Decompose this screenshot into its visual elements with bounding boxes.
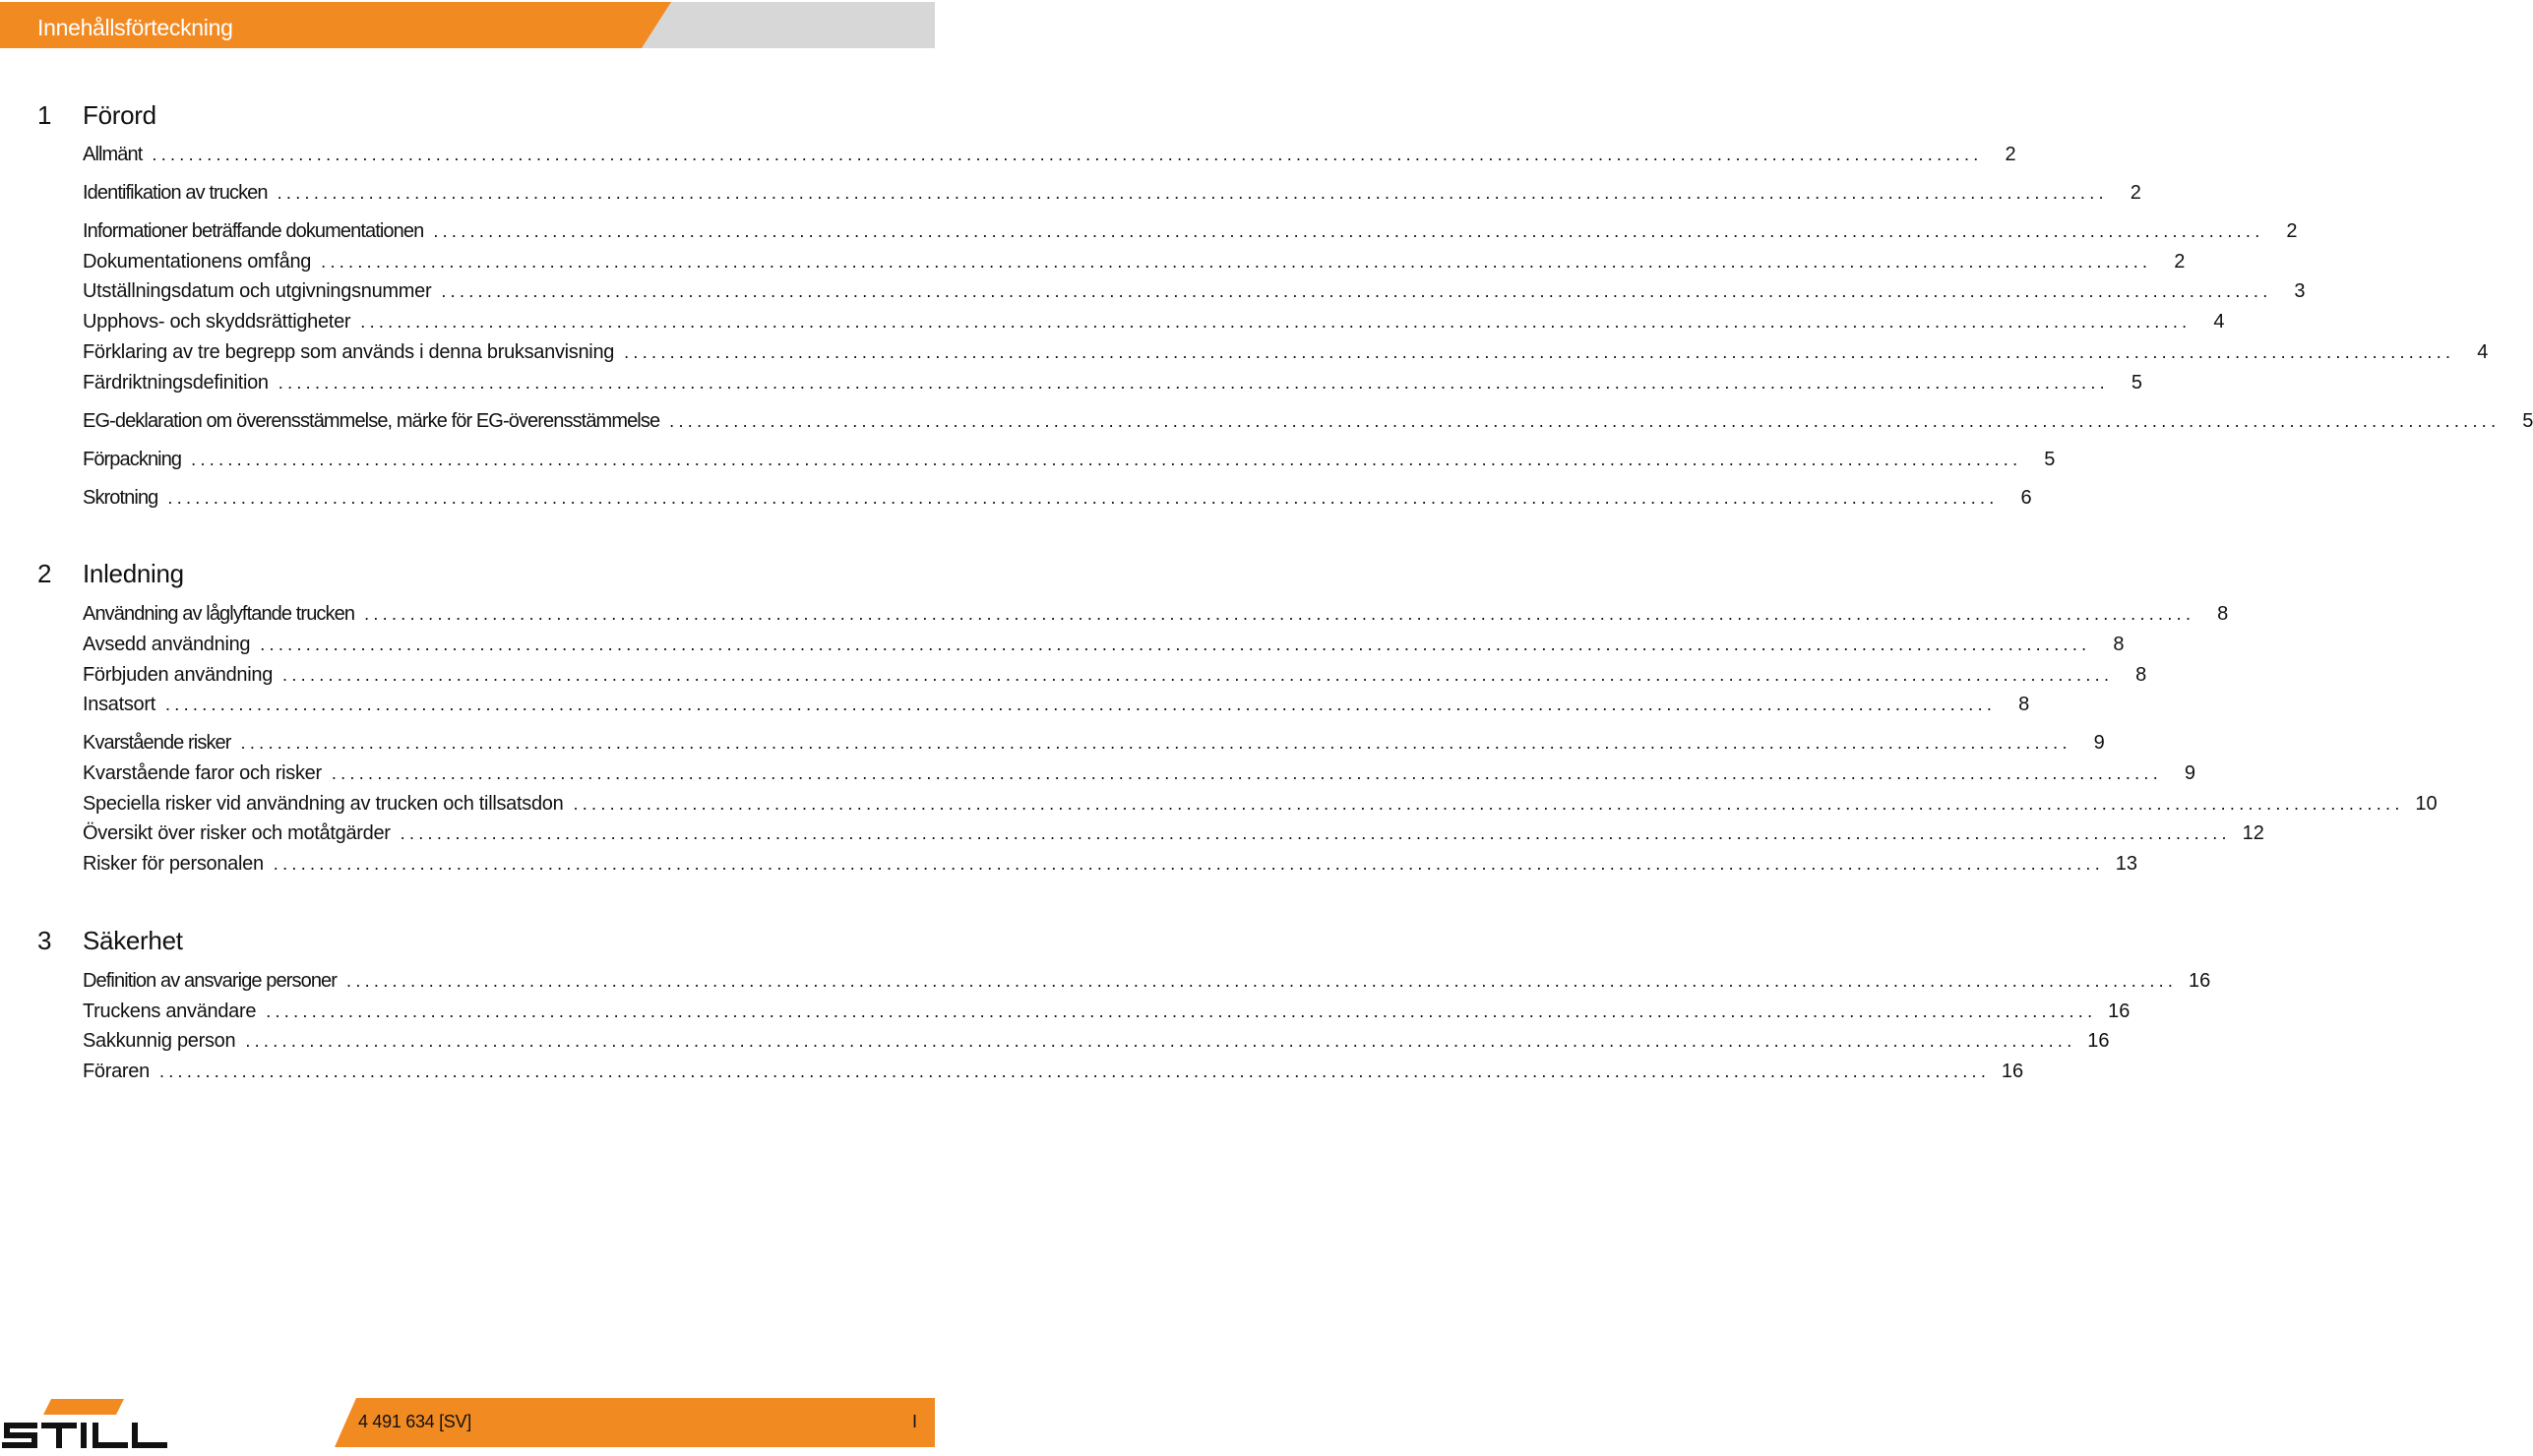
toc-entry-label: Föraren: [83, 1059, 159, 1084]
still-logo: [0, 1395, 177, 1450]
toc-entry-label: Kvarstående faror och risker: [83, 760, 332, 786]
toc-entry-label: Insatsort: [83, 692, 165, 717]
toc-entry-page: 8: [2018, 694, 2030, 715]
toc-entry-page: 16: [2188, 970, 2211, 992]
toc-entry-label: Färdriktningsdefinition: [83, 370, 278, 395]
toc-entry[interactable]: [83, 1059, 2024, 1084]
header-title: Innehållsförteckning: [37, 15, 233, 40]
leader-dots: ........................................................................................................................................................................................................: [245, 1031, 2076, 1051]
toc-entry[interactable]: [83, 142, 2016, 167]
toc-entry-page: 5: [2522, 410, 2533, 432]
toc-entry-label: Förklaring av tre begrepp som används i denna bruksanvisning: [83, 339, 624, 365]
leader-dots: ........................................................................................................................................................................................................: [273, 854, 2104, 874]
toc-entry[interactable]: [83, 999, 2131, 1024]
toc-entry[interactable]: [83, 662, 2147, 688]
toc-entry-label: Översikt över risker och motåtgärder: [83, 820, 401, 846]
toc-entry-label: Dokumentationens omfång: [83, 249, 321, 274]
chapter-number: 1: [37, 100, 52, 130]
toc-entry-page: 16: [2087, 1030, 2110, 1052]
toc-entry[interactable]: [83, 370, 2142, 395]
toc-entry[interactable]: [83, 820, 2264, 846]
leader-dots: ........................................................................................................................................................................................................: [321, 252, 2152, 272]
page-header: [0, 2, 935, 48]
leader-dots: ........................................................................................................................................................................................................: [360, 312, 2192, 332]
toc-entry[interactable]: [83, 601, 2229, 627]
toc-entry[interactable]: [83, 339, 2489, 365]
toc-entry[interactable]: [83, 309, 2225, 334]
toc-entry[interactable]: [83, 278, 2306, 304]
leader-dots: ........................................................................................................................................................................................................: [624, 342, 2455, 362]
toc-entry-label: Upphovs- och skyddsrättigheter: [83, 309, 360, 334]
leader-dots: ........................................................................................................................................................................................................: [346, 971, 2178, 991]
leader-dots: ........................................................................................................................................................................................................: [165, 695, 1997, 714]
toc-entry-page: 9: [2184, 762, 2196, 784]
leader-dots: ........................................................................................................................................................................................................: [669, 411, 2501, 431]
toc-entry-label: Utställningsdatum och utgivningsnummer: [83, 278, 441, 304]
toc-entry-label: Speciella risker vid användning av trucken och tillsatsdon: [83, 791, 573, 817]
leader-dots: ........................................................................................................................................................................................................: [277, 183, 2108, 203]
toc-entry-page: 4: [2213, 311, 2225, 333]
toc-entry-page: 2: [2130, 182, 2141, 204]
leader-dots: ........................................................................................................................................................................................................: [167, 488, 1999, 508]
toc-entry[interactable]: [83, 851, 2137, 877]
toc-entry-page: 4: [2477, 341, 2489, 363]
chapter-title: Säkerhet: [83, 926, 183, 955]
chapter-title: Inledning: [83, 559, 184, 588]
toc-entry-page: 8: [2217, 603, 2229, 625]
toc-entry-page: 12: [2242, 822, 2264, 844]
leader-dots: ........................................................................................................................................................................................................: [158, 1062, 1991, 1081]
toc-entry-label: Kvarstående risker: [83, 730, 241, 756]
toc-entry-page: 2: [2286, 220, 2298, 242]
toc-entry-label: Risker för personalen: [83, 851, 274, 877]
toc-entry-page: 13: [2115, 853, 2137, 875]
page-number: I: [912, 1412, 918, 1431]
toc-entry-page: 2: [2005, 144, 2016, 165]
toc-entry-page: 5: [2044, 449, 2056, 470]
toc-entry-page: 3: [2294, 280, 2306, 302]
chapter-number: 2: [37, 559, 52, 588]
toc-entry-label: Truckens användare: [83, 999, 266, 1024]
leader-dots: ........................................................................................................................................................................................................: [364, 604, 2195, 624]
toc-entry-page: 8: [2113, 634, 2125, 655]
toc-entry-label: Användning av låglyftande trucken: [83, 601, 364, 627]
toc-entry-page: 16: [2108, 1001, 2131, 1022]
toc-entry[interactable]: [83, 180, 2141, 206]
toc-entry[interactable]: [83, 408, 2533, 434]
toc-entry[interactable]: [83, 485, 2032, 511]
toc-entry-label: Definition av ansvarige personer: [83, 968, 346, 994]
toc-entry[interactable]: [83, 447, 2056, 472]
toc-entry[interactable]: [83, 249, 2186, 274]
leader-dots: ........................................................................................................................................................................................................: [441, 281, 2272, 301]
leader-dots: ........................................................................................................................................................................................................: [278, 373, 2109, 393]
toc-entry-page: 2: [2174, 251, 2186, 273]
toc-entry-label: EG-deklaration om överensstämmelse, märke för EG-överensstämmelse: [83, 408, 669, 434]
toc-entry-page: 8: [2135, 664, 2147, 686]
toc-entry-label: Skrotning: [83, 485, 167, 511]
toc-entry[interactable]: [83, 1028, 2110, 1054]
leader-dots: ........................................................................................................................................................................................................: [260, 635, 2091, 654]
leader-dots: ........................................................................................................................................................................................................: [433, 221, 2264, 241]
toc-entry-label: Informationer beträffande dokumentationen: [83, 218, 433, 244]
leader-dots: ........................................................................................................................................................................................................: [240, 733, 2071, 753]
toc-entry-label: Förpackning: [83, 447, 191, 472]
toc-entry-label: Avsedd användning: [83, 632, 260, 657]
toc-entry[interactable]: [83, 760, 2196, 786]
toc-entry[interactable]: [83, 968, 2211, 994]
toc-entry[interactable]: [83, 791, 2438, 817]
leader-dots: ........................................................................................................................................................................................................: [573, 794, 2404, 814]
leader-dots: ........................................................................................................................................................................................................: [191, 450, 2022, 469]
leader-dots: ........................................................................................................................................................................................................: [400, 823, 2231, 843]
toc-entry-page: 9: [2093, 732, 2105, 754]
toc-entry-label: Sakkunnig person: [83, 1028, 245, 1054]
toc-entry-page: 6: [2020, 487, 2032, 509]
document-number: 4 491 634 [SV]: [358, 1412, 471, 1431]
toc-entry[interactable]: [83, 218, 2298, 244]
leader-dots: ........................................................................................................................................................................................................: [152, 145, 1983, 164]
toc-entry-label: Allmänt: [83, 142, 152, 167]
toc-entry-label: Identifikation av trucken: [83, 180, 278, 206]
chapter-title: Förord: [83, 100, 156, 130]
toc-entry[interactable]: [83, 692, 2030, 717]
leader-dots: ........................................................................................................................................................................................................: [266, 1001, 2097, 1021]
toc-entry-label: Förbjuden användning: [83, 662, 282, 688]
leader-dots: ........................................................................................................................................................................................................: [282, 665, 2114, 685]
toc-entry[interactable]: [83, 730, 2105, 756]
toc-entry-page: 16: [2001, 1061, 2024, 1082]
leader-dots: ........................................................................................................................................................................................................: [331, 763, 2163, 783]
toc-entry[interactable]: [83, 632, 2125, 657]
toc-entry-page: 10: [2415, 793, 2438, 815]
chapter-number: 3: [37, 926, 52, 955]
toc-entry-page: 5: [2131, 372, 2142, 394]
